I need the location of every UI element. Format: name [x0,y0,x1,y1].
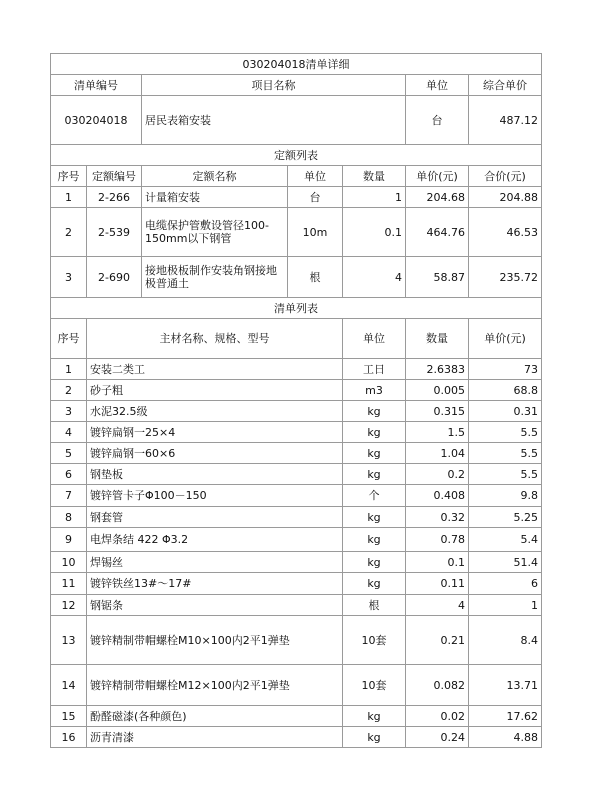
row-code: 2-539 [87,208,142,257]
header-code-label: 清单编号 [51,75,142,96]
row-no: 1 [51,187,87,208]
row-no: 3 [51,257,87,298]
row-no: 9 [51,528,87,552]
bill-detail-table [50,53,542,748]
row-code: 2-690 [87,257,142,298]
row-no: 16 [51,727,87,748]
item-price: 487.12 [469,96,542,145]
row-no: 6 [51,464,87,485]
row-name: 砂子粗 [87,380,343,401]
row-price: 5.5 [469,464,542,485]
table-row [51,616,542,665]
row-unit: 10套 [343,616,406,665]
row-unit: kg [343,422,406,443]
quota-col-price: 单价(元) [406,166,469,187]
row-no: 2 [51,208,87,257]
header-price-label: 综合单价 [469,75,542,96]
row-price: 17.62 [469,706,542,727]
row-unit: 工日 [343,359,406,380]
table-row [51,665,542,706]
table-row [51,573,542,595]
row-qty: 1.5 [406,422,469,443]
row-unit: kg [343,573,406,595]
row-name: 计量箱安装 [142,187,288,208]
row-no: 12 [51,595,87,616]
row-price: 9.8 [469,485,542,507]
row-price: 51.4 [469,552,542,573]
row-name: 钢垫板 [87,464,343,485]
row-no: 15 [51,706,87,727]
table-row [51,208,542,257]
quota-col-qty: 数量 [343,166,406,187]
row-unit: 10套 [343,665,406,706]
row-qty: 0.24 [406,727,469,748]
row-price: 58.87 [406,257,469,298]
row-no: 5 [51,443,87,464]
row-qty: 1 [343,187,406,208]
row-code: 2-266 [87,187,142,208]
table-row [51,257,542,298]
row-total: 235.72 [469,257,542,298]
row-name: 镀锌精制带帽螺栓M10×100内2平1弹垫 [87,616,343,665]
materials-section-title: 清单列表 [51,298,542,319]
row-price: 68.8 [469,380,542,401]
mat-col-price: 单价(元) [469,319,542,359]
row-unit: kg [343,727,406,748]
row-name: 镀锌扁钢一60×6 [87,443,343,464]
row-name: 焊锡丝 [87,552,343,573]
row-qty: 0.21 [406,616,469,665]
header-unit-label: 单位 [406,75,469,96]
table-row [51,359,542,380]
row-name: 酚醛磁漆(各种颜色) [87,706,343,727]
table-title: 030204018清单详细 [51,54,542,75]
row-no: 4 [51,422,87,443]
row-price: 204.68 [406,187,469,208]
row-price: 464.76 [406,208,469,257]
quota-col-total: 合价(元) [469,166,542,187]
row-unit: 台 [288,187,343,208]
row-name: 安装二类工 [87,359,343,380]
row-name: 水泥32.5级 [87,401,343,422]
row-name: 接地极板制作安装角钢接地极普通土 [142,257,288,298]
row-unit: kg [343,443,406,464]
item-code: 030204018 [51,96,142,145]
row-qty: 0.02 [406,706,469,727]
row-name: 镀锌扁钢一25×4 [87,422,343,443]
quota-col-unit: 单位 [288,166,343,187]
row-unit: kg [343,552,406,573]
table-row [51,595,542,616]
row-unit: 10m [288,208,343,257]
row-price: 5.4 [469,528,542,552]
row-unit: 根 [343,595,406,616]
row-no: 8 [51,507,87,528]
table-row [51,507,542,528]
row-qty: 0.78 [406,528,469,552]
row-price: 8.4 [469,616,542,665]
row-name: 镀锌精制带帽螺栓M12×100内2平1弹垫 [87,665,343,706]
table-row [51,706,542,727]
table-row [51,727,542,748]
row-price: 13.71 [469,665,542,706]
row-name: 镀锌管卡子Φ100－150 [87,485,343,507]
mat-col-unit: 单位 [343,319,406,359]
row-qty: 1.04 [406,443,469,464]
row-qty: 0.1 [406,552,469,573]
item-unit: 台 [406,96,469,145]
row-unit: kg [343,464,406,485]
mat-col-qty: 数量 [406,319,469,359]
row-name: 镀锌铁丝13#～17# [87,573,343,595]
table-row [51,187,542,208]
row-no: 11 [51,573,87,595]
row-no: 1 [51,359,87,380]
table-row [51,552,542,573]
mat-col-no: 序号 [51,319,87,359]
row-price: 5.5 [469,443,542,464]
quota-col-no: 序号 [51,166,87,187]
header-name-label: 项目名称 [142,75,406,96]
row-no: 14 [51,665,87,706]
row-unit: kg [343,401,406,422]
row-no: 7 [51,485,87,507]
row-qty: 0.1 [343,208,406,257]
row-name: 电缆保护管敷设管径100-150mm以下钢管 [142,208,288,257]
row-no: 10 [51,552,87,573]
row-unit: kg [343,507,406,528]
row-qty: 4 [343,257,406,298]
row-no: 2 [51,380,87,401]
row-unit: m3 [343,380,406,401]
row-name: 沥青清漆 [87,727,343,748]
table-row [51,528,542,552]
row-qty: 0.315 [406,401,469,422]
row-name: 钢套管 [87,507,343,528]
row-price: 73 [469,359,542,380]
quota-col-code: 定额编号 [87,166,142,187]
row-name: 电焊条结 422 Φ3.2 [87,528,343,552]
table-row [51,422,542,443]
row-price: 5.25 [469,507,542,528]
quota-col-name: 定额名称 [142,166,288,187]
row-price: 5.5 [469,422,542,443]
row-qty: 0.32 [406,507,469,528]
row-unit: kg [343,528,406,552]
table-row [51,380,542,401]
row-unit: 个 [343,485,406,507]
row-unit: 根 [288,257,343,298]
table-row [51,443,542,464]
row-qty: 0.408 [406,485,469,507]
row-qty: 0.2 [406,464,469,485]
row-qty: 0.11 [406,573,469,595]
table-row [51,485,542,507]
row-qty: 0.005 [406,380,469,401]
table-row [51,464,542,485]
row-qty: 2.6383 [406,359,469,380]
row-unit: kg [343,706,406,727]
table-row [51,401,542,422]
row-total: 204.88 [469,187,542,208]
row-price: 0.31 [469,401,542,422]
row-price: 6 [469,573,542,595]
item-name: 居民表箱安装 [142,96,406,145]
row-no: 3 [51,401,87,422]
quota-section-title: 定额列表 [51,145,542,166]
row-total: 46.53 [469,208,542,257]
row-no: 13 [51,616,87,665]
row-qty: 4 [406,595,469,616]
row-name: 钢锯条 [87,595,343,616]
mat-col-name: 主材名称、规格、型号 [87,319,343,359]
row-price: 1 [469,595,542,616]
row-qty: 0.082 [406,665,469,706]
row-price: 4.88 [469,727,542,748]
materials-list [51,359,542,748]
